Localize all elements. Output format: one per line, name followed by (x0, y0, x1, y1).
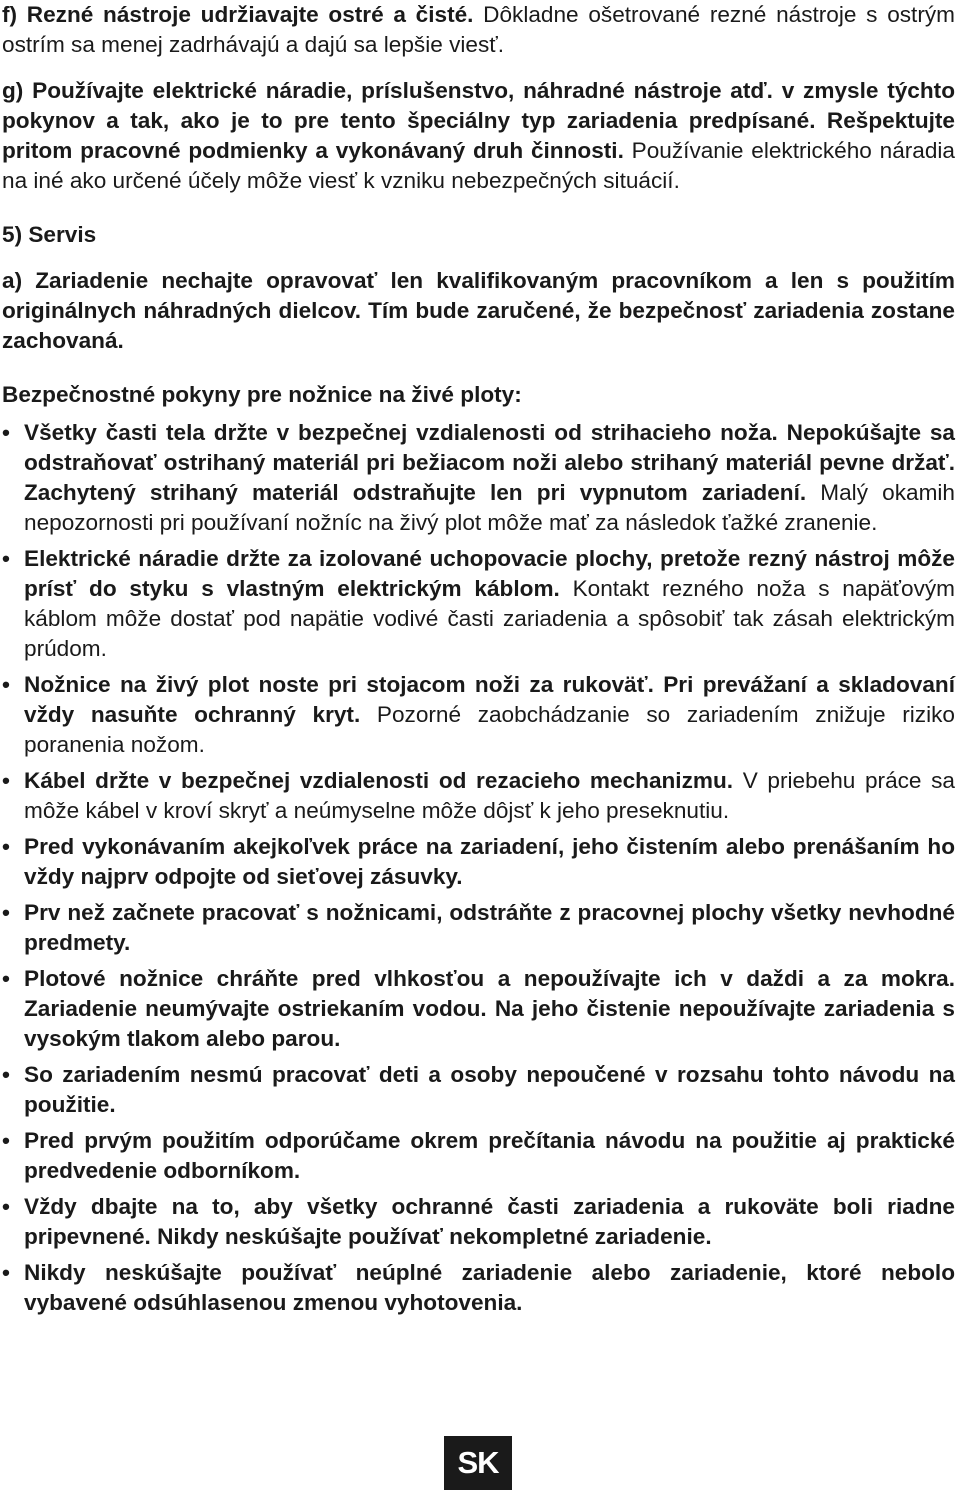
safety-bullet-item (2, 1060, 955, 1120)
section-5-item-a (2, 266, 955, 356)
safety-bullet-item (2, 766, 955, 826)
safety-bullet-item (2, 670, 955, 760)
bullet-icon: • (2, 768, 10, 793)
bullet-icon: • (2, 900, 10, 925)
section-5-item-a-text: Zariadenie nechajte opravovať len kvalifikovaným pracovníkom a len s použitím originálnych náhradných dielcov. Tím bude zaručené, že bezpečnosť zariadenia zostane zachovaná. (2, 268, 956, 353)
paragraph-f-bold-text: Rezné nástroje udržiavajte ostré a čisté. (26, 2, 474, 27)
safety-bullet-text: V priebehu práce sa môže kábel v kroví skryť a neúmyselne môže dôjsť k jeho preseknutiu. (24, 768, 955, 823)
safety-bullet-item (2, 544, 955, 664)
language-badge: SK (444, 1436, 512, 1490)
safety-bullet-item (2, 1192, 955, 1252)
safety-bullet-bold-text: Plotové nožnice chráňte pred vlhkosťou a nepoužívajte ich v daždi a za mokra. Zariadenie neumývajte ostriekaním vodou. Na jeho čistenie nepoužívajte zariadenia s vysokým tlakom alebo parou. (24, 966, 955, 1051)
paragraph-f-label: f) (2, 2, 18, 27)
safety-bullet-bold-text: Pred vykonávaním akejkoľvek práce na zariadení, jeho čistením alebo prenášaním ho vždy najprv odpojte od sieťovej zásuvky. (24, 834, 955, 889)
bullet-icon: • (2, 672, 10, 697)
paragraph-g-text: Používanie elektrického náradia na iné ako určené účely môže viesť k vzniku nebezpečných situácií. (2, 138, 955, 193)
paragraph-f (2, 0, 955, 60)
safety-bullet-item (2, 964, 955, 1054)
paragraph-g-label: g) (2, 78, 24, 103)
safety-bullet-bold-text: Nožnice na živý plot noste pri stojacom noži za rukoväť. Pri prevážaní a skladovaní vždy nasuňte ochranný kryt. (24, 672, 955, 727)
safety-bullet-item (2, 418, 955, 538)
safety-bullet-bold-text: Nikdy neskúšajte používať neúplné zariadenie alebo zariadenie, ktoré nebolo vybavené odsúhlasenou zmenou vyhotovenia. (24, 1260, 955, 1315)
paragraph-g (2, 76, 955, 196)
safety-bullet-item (2, 832, 955, 892)
bullet-icon: • (2, 1194, 10, 1219)
safety-bullet-text: Pozorné zaobchádzanie so zariadením znižuje riziko poranenia nožom. (24, 702, 955, 757)
safety-bullet-item (2, 898, 955, 958)
safety-bullet-list (2, 418, 955, 1318)
bullet-icon: • (2, 1260, 10, 1285)
safety-bullet-text: Malý okamih nepozornosti pri používaní nožníc na živý plot môže mať za následok ťažké zranenie. (24, 480, 955, 535)
paragraph-g-bold-text: Používajte elektrické náradie, príslušenstvo, náhradné nástroje atď. v zmysle týchto pokynov a tak, ako je to pre tento špeciálny typ zariadenia predpísané. Rešpektujte pritom pracovné podmienky a vykonávaný druh činnosti. (2, 78, 955, 163)
bullet-icon: • (2, 420, 10, 445)
safety-bullet-bold-text: Elektrické náradie držte za izolované uchopovacie plochy, pretože rezný nástroj môže prísť do styku s vlastným elektrickým káblom. (24, 546, 955, 601)
safety-bullet-bold-text: Kábel držte v bezpečnej vzdialenosti od rezacieho mechanizmu. (24, 768, 734, 793)
bullet-icon: • (2, 1128, 10, 1153)
bullet-icon: • (2, 546, 10, 571)
bullet-icon: • (2, 834, 10, 859)
safety-bullet-bold-text: So zariadením nesmú pracovať deti a osoby nepoučené v rozsahu tohto návodu na použitie. (24, 1062, 955, 1117)
safety-bullet-bold-text: Prv než začnete pracovať s nožnicami, odstráňte z pracovnej plochy všetky nevhodné predmety. (24, 900, 955, 955)
safety-bullet-text: Kontakt rezného noža s napäťovým káblom môže dostať pod napätie vodivé časti zariadenia a spôsobiť tak zásah elektrickým prúdom. (24, 576, 955, 661)
paragraph-f-text: Dôkladne ošetrované rezné nástroje s ostrým ostrím sa menej zadrhávajú a dajú sa lepšie viesť. (2, 2, 955, 57)
section-5-heading: 5) Servis (2, 222, 97, 247)
safety-bullet-bold-text: Vždy dbajte na to, aby všetky ochranné časti zariadenia a rukoväte boli riadne pripevnené. Nikdy neskúšajte používať nekompletné zariadenie. (24, 1194, 955, 1249)
section-5-item-a-label: a) (2, 268, 23, 293)
hedge-trimmer-heading: Bezpečnostné pokyny pre nožnice na živé ploty: (2, 382, 522, 407)
safety-bullet-item (2, 1258, 955, 1318)
bullet-icon: • (2, 966, 10, 991)
safety-bullet-bold-text: Pred prvým použitím odporúčame okrem prečítania návodu na použitie aj praktické predvedenie odborníkom. (24, 1128, 955, 1183)
safety-bullet-bold-text: Všetky časti tela držte v bezpečnej vzdialenosti od strihacieho noža. Nepokúšajte sa odstraňovať ostrihaný materiál pri bežiacom noži alebo strihaný materiál pevne držať. Zachytený strihaný materiál odstraňujte len pri vypnutom zariadení. (24, 420, 955, 505)
bullet-icon: • (2, 1062, 10, 1087)
safety-bullet-item (2, 1126, 955, 1186)
